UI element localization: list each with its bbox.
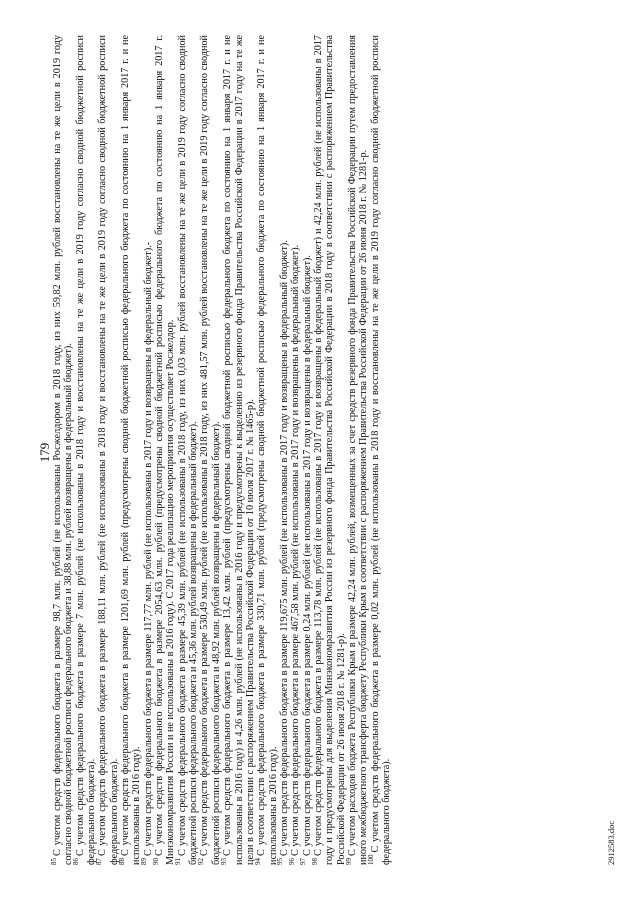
footnote [140, 35, 154, 865]
footnote [199, 35, 222, 865]
footnote-number: 92 [197, 858, 206, 865]
footnote [174, 35, 200, 865]
footnote-text: С учетом средств федерального бюджета в размере 2054,63 млн. рублей (предусмотрены сводной бюджетной росписью федерального бюджета по состоянию на 1 января 2017 г. Минэкономразвития России и не использованы в 2016 году). С 2017 года реализацию мероприятия осуществляет Росжелдор. [154, 35, 177, 865]
footnote-number: 91 [174, 858, 183, 865]
footnote-number: 95 [276, 858, 285, 865]
footnote [72, 35, 98, 865]
footnote [117, 35, 143, 865]
footnote-text: С учетом средств федерального бюджета в размере 7 млн. рублей (не использованы в 2018 году и восстановлены на те же цели в 2019 году согласно сводной бюджетной росписи федерального бюджета). [74, 35, 98, 865]
footnote-text: С учетом средств федерального бюджета в размере 467,58 млн. рублей (не использованы в 2017 году и возвращены в федеральный бюджет). [290, 244, 302, 856]
footnote-number: 99 [344, 858, 353, 865]
footnote [253, 35, 279, 865]
footnote-number: 97 [299, 858, 308, 865]
footnote [344, 35, 370, 865]
footnote [299, 35, 313, 865]
footnote-text: С учетом средств федерального бюджета в размере 0,24 млн. рублей (не использованы в 2017 году и возвращены в федеральный бюджет). [301, 255, 313, 856]
footnote-text: С учетом средств федерального бюджета в размере 13,42 млн. рублей (предусмотрены сводной бюджетной росписью федерального бюджета по состоянию на 1 января 2017 г. и не использованы в 2016 году) и 4,26 млн. рублей (не использованы в 2016 году и предусмотрены к выделению из резервного фонда Правительства Российской Федерации в 2017 году на те же цели в соответствии с распоряжением Правительства Российской Федерации от 10 июля 2017 г. № 1465-р). [222, 35, 256, 865]
footnote-text: С учетом средств федерального бюджета в размере 1201,69 млн. рублей (предусмотрены сводной бюджетной росписью федерального бюджета по состоянию на 1 января 2017 г. и не использованы в 2016 году). [120, 35, 143, 865]
footnote-number: 94 [253, 858, 262, 865]
footnote [310, 35, 347, 865]
footnote-text: С учетом расходов бюджета Республики Крым в размере 42,24 млн. рублей, возмещенных за счет средств резервного фонда Правительства Российской Федерации путем предоставления иного межбюджетного трансферта бюджету Республики Крым в соответствии с распоряжением Правительства Российской Федерации от 26 июня 2018 г. № 1281-р. [346, 35, 370, 865]
footnote [49, 35, 75, 865]
footnote-text: С учетом средств федерального бюджета в размере 530,49 млн. рублей (не использованы в 2018 году, из них 481,57 млн. рублей восстановлены на те же цели в 2019 году согласно сводной бюджетной росписи федерального бюджета и 48,92 млн. рублей возвращены в федеральный бюджет). [199, 35, 222, 865]
footnote [94, 35, 120, 865]
footnote-number: 100 [367, 854, 376, 865]
footnote-text: С учетом средств федерального бюджета в размере 98,7 млн. рублей (не использованы Росжелдором в 2018 году, из них 59,82 млн. рублей восстановлены на те же цели в 2019 году согласно сводной бюджетной росписи федерального бюджета и 38,88 млн. рублей возвращены в федеральный бюджет). [52, 35, 75, 865]
footnote-text: С учетом средств федерального бюджета в размере 117,77 млн. рублей (не использованы в 2017 году и возвращены в федеральный бюджет).- [142, 241, 154, 856]
footnote [287, 35, 302, 865]
footnote-text: С учетом средств федерального бюджета в размере 188,11 млн. рублей (не использованы в 2018 году и восстановлены на те же цели в 2019 году согласно сводной бюджетной росписи федерального бюджета). [97, 35, 120, 865]
document-file-id: 2912583.doc [606, 820, 616, 865]
footnote-text: С учетом средств федерального бюджета в размере 113,78 млн. рублей (не использованы в 2017 году и возвращены в федеральный бюджет) и 42,24 млн. рублей (не использованы в 2017 году и предусмотрены для выделения Минэкономразвития России из резервного фонда Правительства Российской Федерации в 2018 году в соответствии с распоряжением Правительства Российской Федерации от 26 июня 2018 г. № 1281-р). [312, 35, 347, 865]
footnote-number: 85 [49, 858, 58, 865]
footnote-number: 90 [151, 858, 160, 865]
footnotes-list [49, 35, 392, 865]
footnote [276, 35, 290, 865]
footnote [151, 35, 177, 865]
footnote-number: 87 [94, 858, 103, 865]
page-number: 179 [37, 442, 52, 463]
footnote-text: С учетом средств федерального бюджета в размере 119,675 млн. рублей (не использованы в 2017 году и возвращены в федеральный бюджет). [278, 240, 290, 856]
footnote-text: С учетом средств федерального бюджета в размере 45,39 млн. рублей (не использованы в 2018 году, из них 0,03 млн. рублей восстановлены на те же цели в 2019 году согласно сводной бюджетной росписи федерального бюджета и 45,36 млн. рублей возвращены в федеральный бюджет). [176, 35, 200, 865]
footnote-number: 93 [219, 858, 228, 865]
footnote-text: С учетом средств федерального бюджета в размере 0,02 млн. рублей (не использованы в 2018 году и восстановлены на те же цели в 2019 году согласно сводной бюджетной росписи федерального бюджета). [369, 35, 392, 865]
footnote-number: 86 [72, 858, 81, 865]
footnote-number: 89 [140, 858, 149, 865]
footnote-number: 96 [287, 858, 296, 865]
footnote [367, 35, 393, 865]
footnote [219, 35, 256, 865]
footnote-text: С учетом средств федерального бюджета в размере 330,71 млн. рублей (предусмотрены сводной бюджетной росписью федерального бюджета по состоянию на 1 января 2017 г. и не использованы в 2016 году). [256, 35, 279, 865]
footnote-number: 88 [117, 858, 126, 865]
footnote-number: 98 [310, 858, 319, 865]
